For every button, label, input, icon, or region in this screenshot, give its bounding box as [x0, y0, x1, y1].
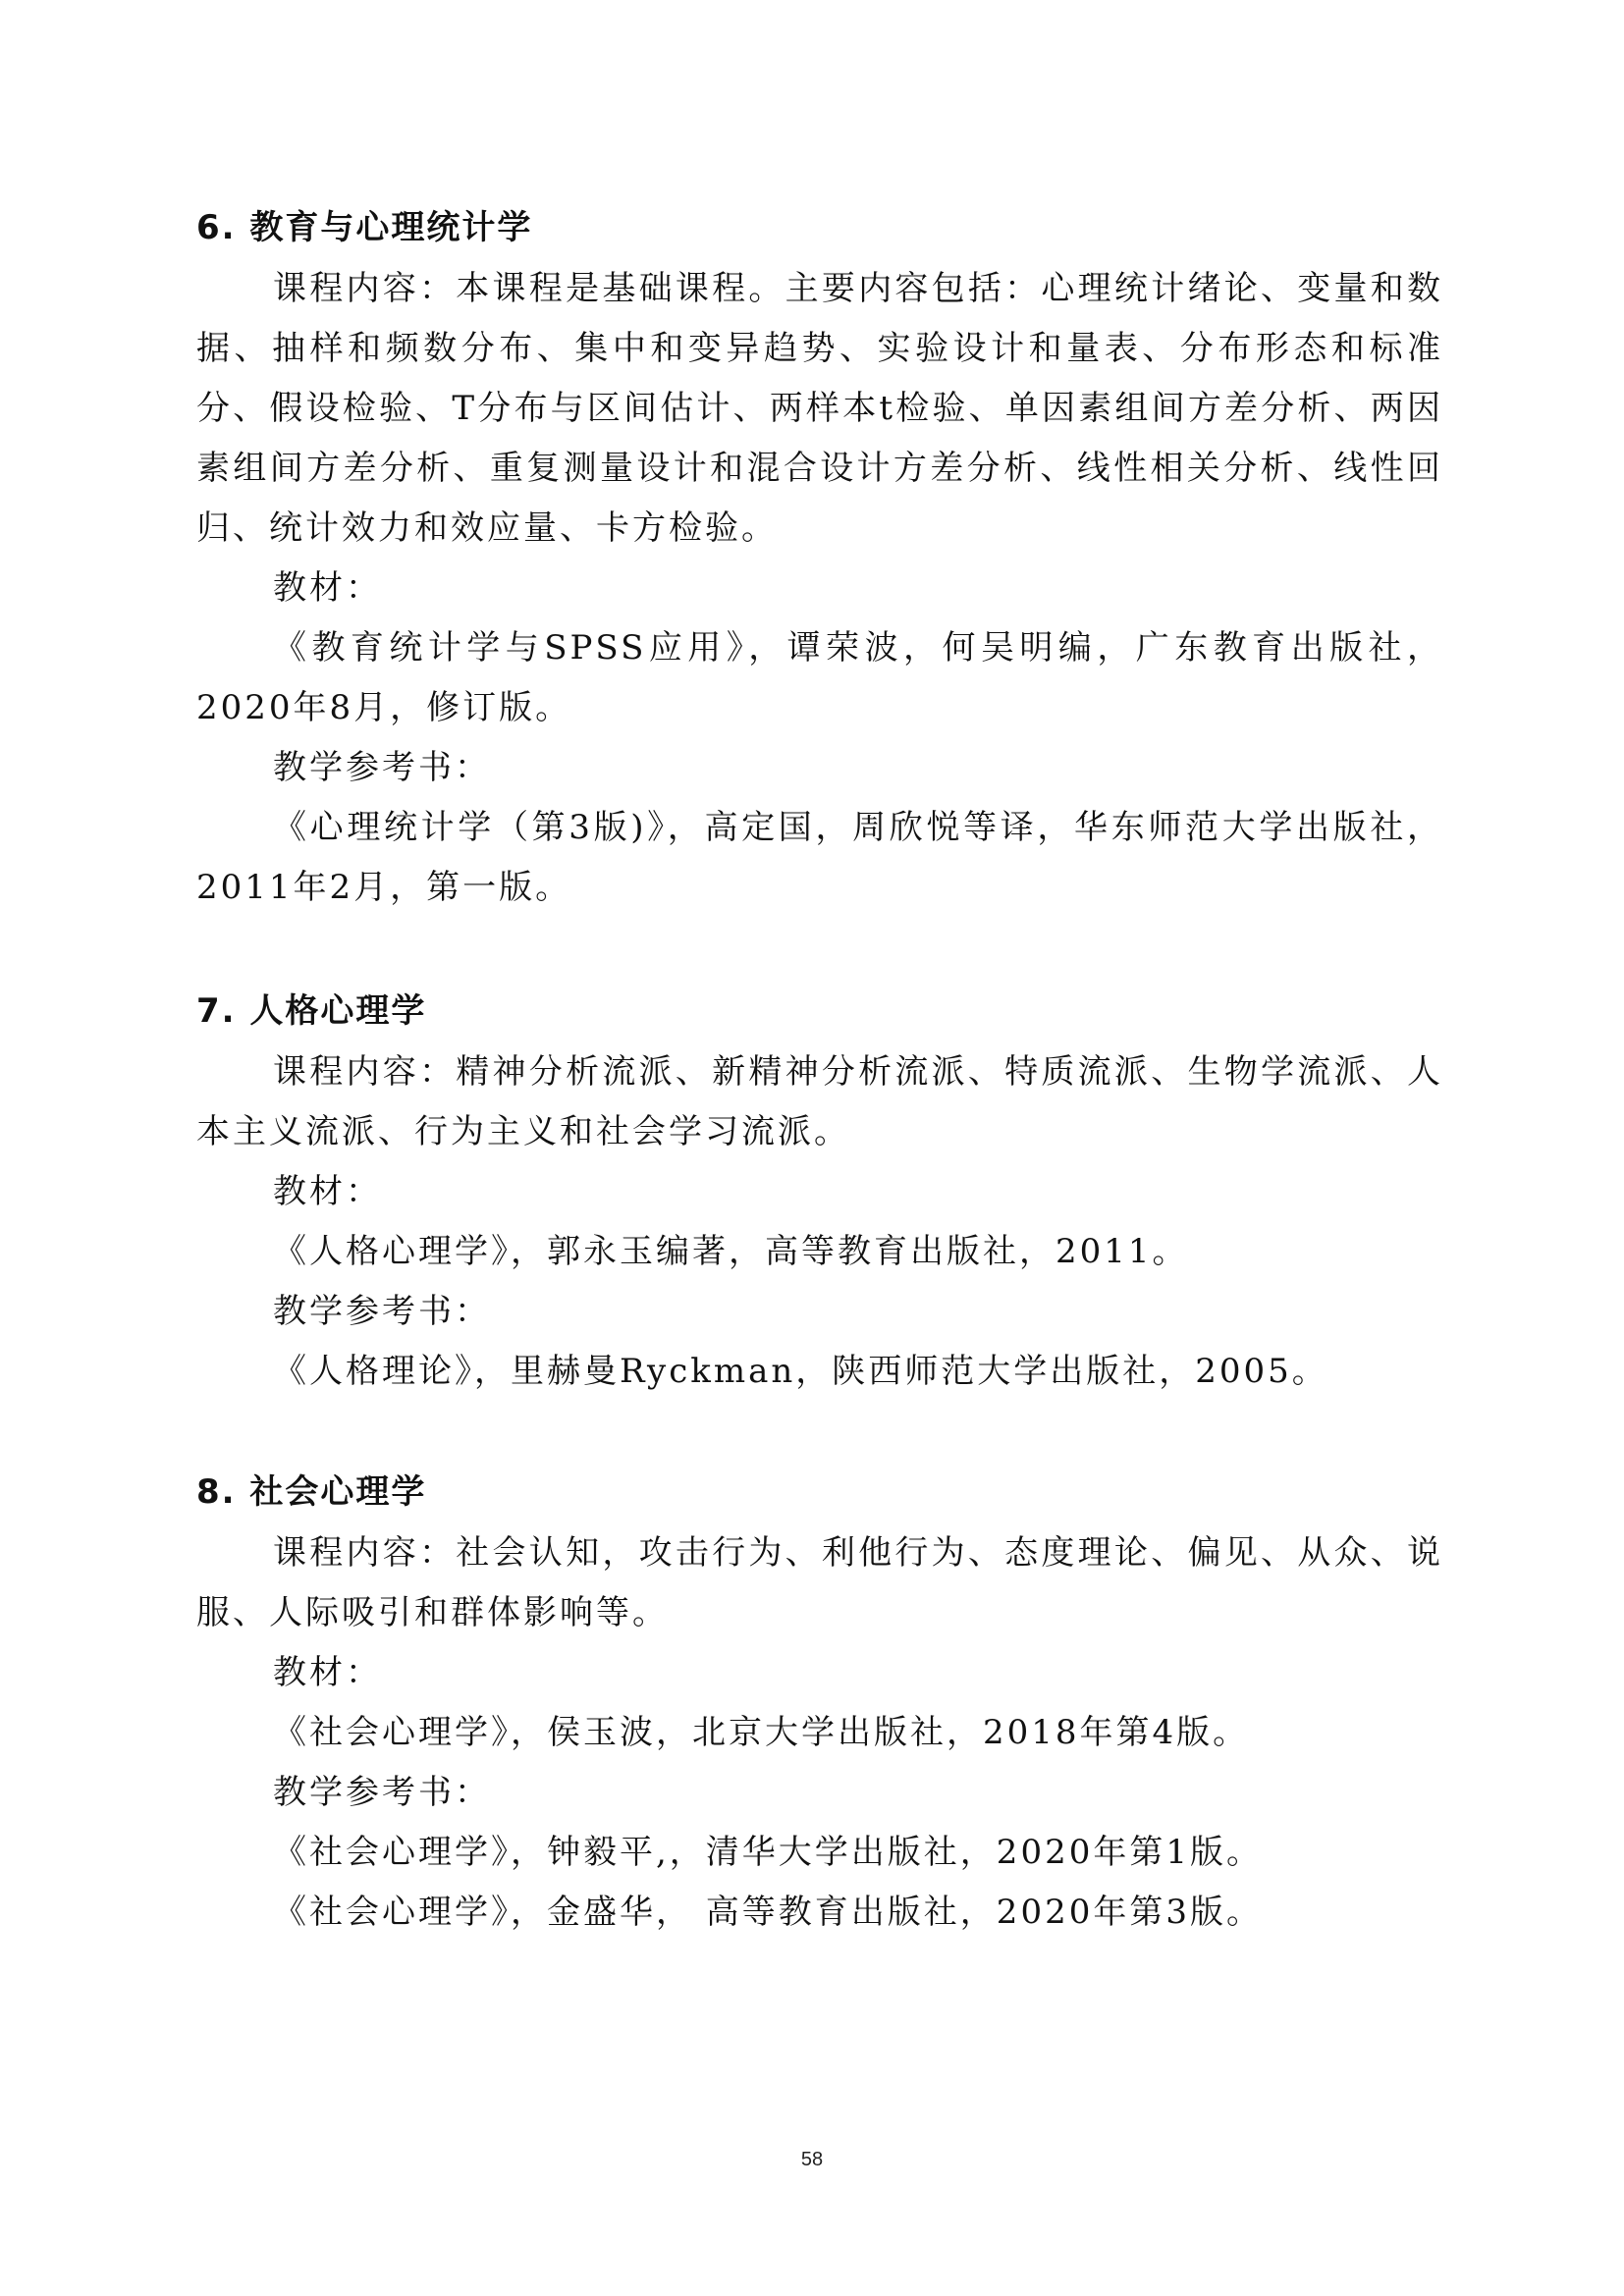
course-content: 课程内容：本课程是基础课程。主要内容包括：心理统计绪论、变量和数据、抽样和频数分布、集中和变异趋势、实验设计和量表、分布形态和标准分、假设检验、T分布与区间估计、两样本t检验、单因素组间方差分析、两因素组间方差分析、重复测量设计和混合设计方差分析、线性相关分析、线性回归、统计效力和效应量、卡方检验。	[196, 269, 1443, 548]
reference-entry: 《社会心理学》，钟毅平,，清华大学出版社，2020年第1版。	[273, 1833, 1263, 1872]
page-number: 58	[800, 2149, 824, 2170]
reference-label: 教学参考书：	[273, 748, 491, 787]
textbook-label: 教材：	[273, 568, 382, 608]
textbook-label: 教材：	[273, 1653, 382, 1692]
section-heading: 8. 社会心理学	[196, 1472, 427, 1512]
reference-entry: 《社会心理学》，金盛华， 高等教育出版社，2020年第3版。	[273, 1893, 1263, 1932]
section-8	[196, 1472, 1443, 1943]
textbook-entry: 《教育统计学与SPSS应用》，谭荣波，何吴明编，广东教育出版社，2020年8月，修订版。	[196, 628, 1443, 727]
textbook-entry: 《人格心理学》，郭永玉编著，高等教育出版社，2011。	[273, 1232, 1189, 1271]
textbook-entry: 《社会心理学》，侯玉波，北京大学出版社，2018年第4版。	[273, 1713, 1250, 1752]
textbook-label: 教材：	[273, 1172, 382, 1211]
section-heading: 7. 人格心理学	[196, 991, 427, 1031]
section-7	[196, 991, 1443, 1402]
reference-label: 教学参考书：	[273, 1773, 491, 1812]
course-content: 课程内容：精神分析流派、新精神分析流派、特质流派、生物学流派、人本主义流派、行为主义和社会学习流派。	[196, 1052, 1443, 1151]
reference-entry: 《人格理论》，里赫曼Ryckman，陕西师范大学出版社，2005。	[273, 1352, 1328, 1391]
section-heading: 6. 教育与心理统计学	[196, 208, 533, 247]
reference-entry: 《心理统计学（第3版)》，高定国，周欣悦等译，华东师范大学出版社，2011年2月，第一版。	[196, 808, 1443, 907]
course-content: 课程内容：社会认知，攻击行为、利他行为、态度理论、偏见、从众、说服、人际吸引和群体影响等。	[196, 1533, 1443, 1632]
section-6	[196, 208, 1443, 918]
reference-label: 教学参考书：	[273, 1292, 491, 1331]
